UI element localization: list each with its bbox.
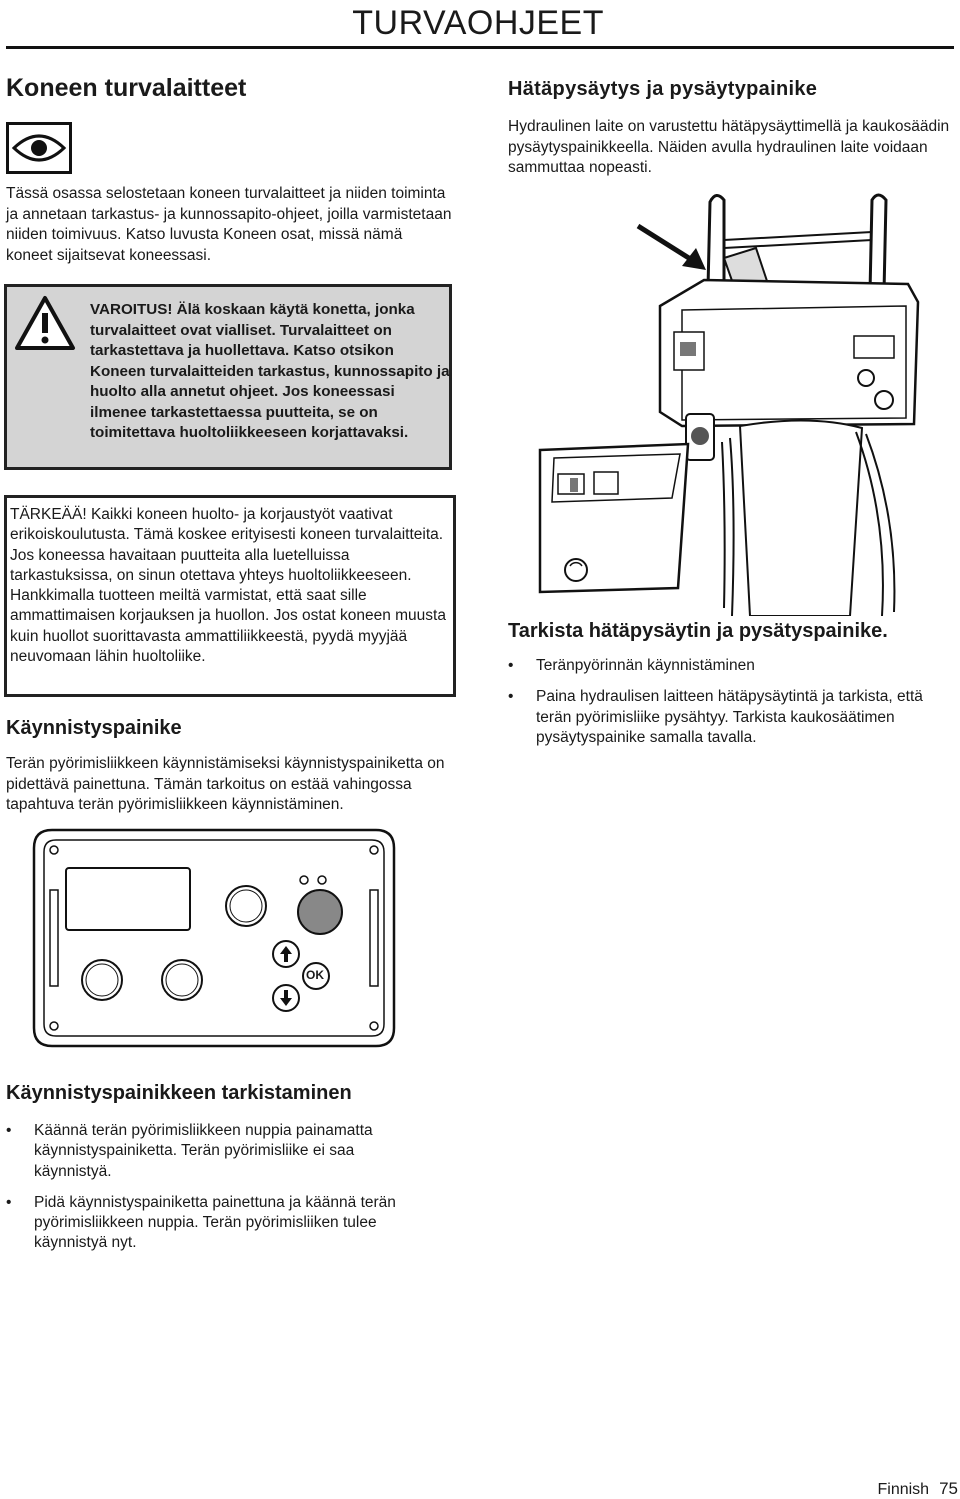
section-heading-start-button: Käynnistyspainike [6,717,182,739]
list-item: • Teränpyörinnän käynnistäminen [508,656,958,676]
list-item: • Paina hydraulisen laitteen hätäpysäytintä ja tarkista, että terän pyörimisliike pysähtyy. Tarkista kaukosäätimen pysäytyspainike samalla tavalla. [508,687,958,748]
section-heading-emergency-stop: Hätäpysäytys ja pysäytypainike [508,78,818,100]
hydraulic-unit-illustration [510,188,930,616]
start-button-paragraph: Terän pyörimisliikkeen käynnistämiseksi käynnistyspainiketta on pidettävä painettuna. Tämän tarkoitus on estää vahingossa tapahtuva terän pyörimisliikkeen käynnistäminen. [6,755,445,813]
page-number: 75 [939,1479,958,1498]
eye-icon [6,122,72,174]
list-item: • Pidä käynnistyspainiketta painettuna ja käännä terän pyörimisliikkeen nuppia. Terän pyörimisliiken tulee käynnistyä nyt. [6,1193,426,1254]
start-button-check-list [6,1121,426,1254]
intro-paragraph: Tässä osassa selostetaan koneen turvalaitteet ja niiden toiminta ja annetaan tarkastus- ja kunnossapito-ohjeet, joilla varmistetaan niiden toimivuus. Katso luvusta Koneen osat, missä nämä koneet sijaitsevat koneessasi. [6,185,452,264]
page-header-title: TURVAOHJEET [352,4,604,42]
warning-text: VAROITUS! Älä koskaan käytä konetta, jonka turvalaitteet ovat vialliset. Turvalaitteet on tarkastettava ja huollettava. Katso otsikon Koneen turvalaitteiden tarkastus, kunnossapito ja huolto alla annetut ohjeet. Jos koneessasi ilmenee tarkastettaessa puutteita, se on toimitettava huoltoliikkeeseen korjattavaksi. [90,301,450,441]
section-heading-check-emergency-stop: Tarkista hätäpysäytin ja pysätyspainike. [508,620,888,642]
section-heading-start-button-check: Käynnistyspainikkeen tarkistaminen [6,1082,352,1104]
important-text: TÄRKEÄÄ! Kaikki koneen huolto- ja korjaustyöt vaativat erikoiskoulutusta. Tämä koskee erityisesti koneen turvalaitteita. Jos koneessa havaitaan puutteita alla luetelluissa tarkastuksissa, on sinun otettava yhteys huoltoliikkeeseen. Hankkimalla tuotteen meiltä varmistat, että saat sille ammattimaisen korjauksen ja huollon. Jos ostat koneen muusta kuin huollot suorittavasta ammattiliikkeestä, pyydä myyjää neuvomaan lähin huoltoliike. [10,506,446,666]
list-item: • Käännä terän pyörimisliikkeen nuppia painamatta käynnistyspainiketta. Terän pyörimisliike ei saa käynnistyä. [6,1121,426,1182]
footer-language: Finnish [877,1481,930,1498]
emergency-stop-paragraph: Hydraulinen laite on varustettu hätäpysäyttimellä ja kaukosäädin pysäytyspainikkeella. Näiden avulla hydraulinen laite voidaan sammuttaa nopeasti. [508,118,950,176]
emergency-stop-check-list [508,656,958,748]
header-rule [6,46,954,49]
ok-button-label: OK [306,968,324,982]
page-footer [878,1479,959,1499]
section-heading-safety-devices: Koneen turvalaitteet [6,74,247,102]
remote-control-panel-illustration [32,828,396,1048]
warning-triangle-icon [14,295,76,351]
